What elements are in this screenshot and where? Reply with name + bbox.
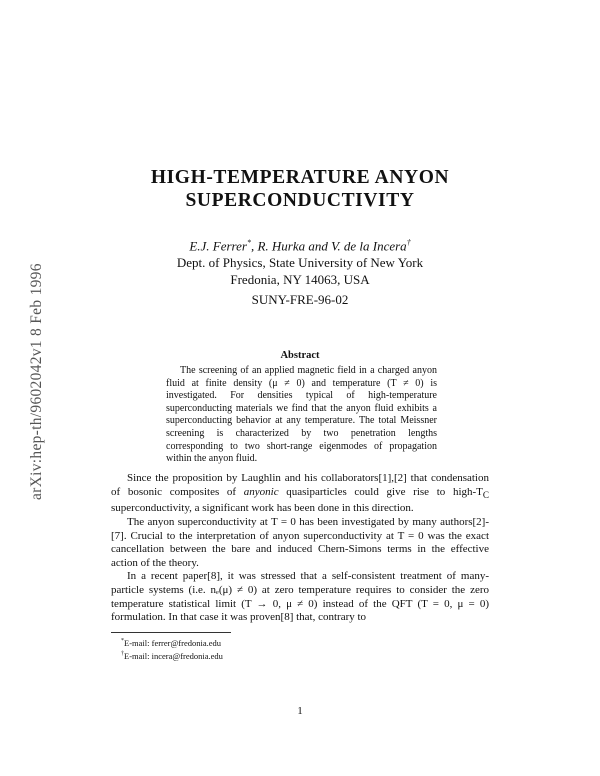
footnote-2-mark: † — [121, 650, 124, 657]
footnote-2 — [121, 649, 223, 662]
body-text — [111, 472, 489, 625]
paragraph-2: The anyon superconductivity at T = 0 has been investigated by many authors[2]-[7]. Crucial to the interpretation of anyon superconductivity at T = 0 was the exact cancellation between the bare and induced Chern-Simons terms in the effective action of the theory. — [111, 515, 489, 569]
address: Fredonia, NY 14063, USA — [230, 272, 370, 288]
author-names-part-2: , R. Hurka and V. de la Incera — [250, 238, 407, 254]
author-names — [0, 234, 600, 254]
title-line-2: SUPERCONDUCTIVITY — [185, 190, 415, 211]
footnotes — [121, 636, 223, 662]
arxiv-identifier: arXiv:hep-th/9602042v1 8 Feb 1996 — [28, 263, 45, 500]
abstract-heading: Abstract — [280, 350, 320, 361]
footnote-1 — [121, 636, 223, 649]
report-number: SUNY-FRE-96-02 — [251, 292, 349, 307]
paragraph-3: In a recent paper[8], it was stressed that a self-consistent treatment of many-particle systems (i.e. nₑ(μ) ≠ 0) at zero temperature requires to consider the zero temperature statistical limit (T → 0, μ ≠ 0) instead of the QFT (T = 0, μ = 0) formulation. In that case it was proven[8] that, contrary to — [111, 570, 489, 624]
footnote-rule — [111, 632, 231, 633]
paragraph-1-part-c: superconductivity, a significant work has been done in this direction. — [111, 502, 414, 515]
abstract-text: The screening of an applied magnetic field in a charged anyon fluid at finite density (μ ≠ 0) and temperature (T ≠ 0) is investigated. For densities typical of high-temperature superconducting materials we find that the anyon fluid exhibits a superconducting behavior at any temperature. The total Meissner screening is characterized by two penetration lengths corresponding to two short-range eigenmodes of propagation within the anyon fluid. — [166, 365, 437, 465]
paragraph-1 — [111, 472, 489, 516]
paragraph-1-part-a: Since the proposition by Laughlin and his collaborators[1],[2] that condensation of bosonic composites of — [111, 472, 489, 498]
paper-title — [0, 166, 600, 212]
footnote-2-email: E-mail: incera@fredonia.edu — [124, 650, 223, 661]
title-line-1: HIGH-TEMPERATURE ANYON — [150, 167, 450, 188]
affiliation: Dept. of Physics, State University of New York — [176, 255, 424, 271]
tc-subscript: C — [482, 489, 490, 500]
footnote-mark-2: † — [406, 238, 411, 247]
page-number: 1 — [297, 705, 303, 717]
footnote-1-email: E-mail: ferrer@fredonia.edu — [124, 637, 222, 648]
anyonic-emphasis: anyonic — [243, 485, 279, 498]
footnote-mark-1: * — [246, 238, 251, 247]
author-names-part-1: E.J. Ferrer — [189, 238, 247, 254]
author-block — [0, 234, 600, 288]
footnote-1-mark: * — [121, 638, 124, 644]
paragraph-1-part-b: quasiparticles could give rise to high-T — [278, 485, 483, 498]
